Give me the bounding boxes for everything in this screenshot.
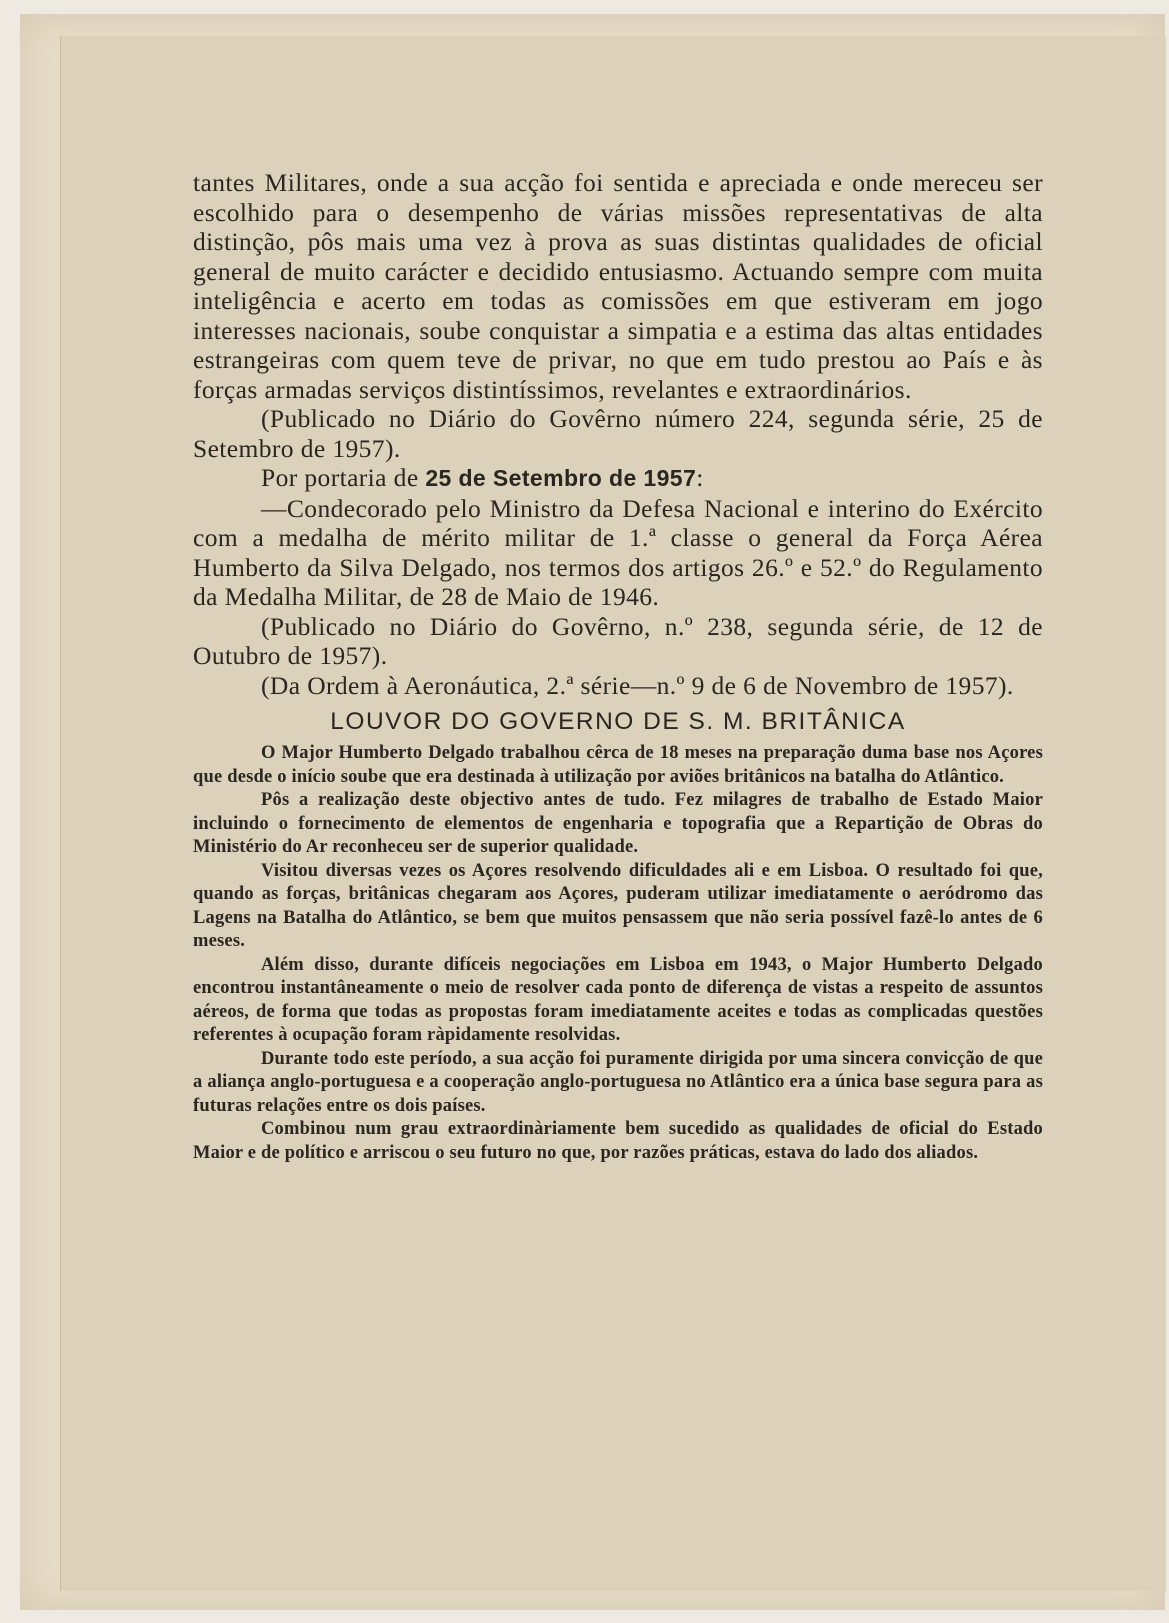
upper-section [193,168,1043,700]
paragraph-british-6: Combinou num grau extraordinàriamente bem sucedido as qualidades de oficial do Estado Maior e de político e arriscou o seu futuro no que, por razões práticas, estava do lado dos aliados. [193,1119,1043,1163]
portaria-date: 25 de Setembro de 1957 [425,465,697,491]
paragraph-order: (Da Ordem à Aeronáutica, 2.ª série—n.º 9 de 6 de Novembro de 1957). [261,670,1014,700]
portaria-suffix: : [696,463,704,492]
document-text [193,168,1043,1165]
paragraph-british-2: Pôs a realização deste objectivo antes de tudo. Fez milagres de trabalho de Estado Maior incluindo o fornecimento de elementos de engenharia e topografia que a Repartição de Obras do Ministério do Ar reconheceu ser de superior qualidade. [193,790,1043,857]
paragraph-british-4: Além disso, durante difíceis negociações em Lisboa em 1943, o Major Humberto Delgado encontrou instantâneamente o meio de resolver cada ponto de diferença de vistas a respeito de assuntos aéreos, de forma que todas as propostas foram imediatamente aceites e todas as complicadas questões referentes à ocupação foram ràpidamente resolvidas. [193,954,1043,1045]
paragraph-publication-2: (Publicado no Diário do Govêrno, n.º 238, segunda série, de 12 de Outubro de 1957). [193,611,1043,670]
paragraph-praise: tantes Militares, onde a sua acção foi sentida e apreciada e onde mereceu ser escolhido para o desempenho de várias missões representativas de alta distinção, pôs mais uma vez à prova as suas distintas qualidades de oficial general de muito carácter e decidido entusiasmo. Actuando sempre com muita inteligência e acerto em todas as comissões em que estiveram em jogo interesses nacionais, soube conquistar a simpatia e a estima das altas entidades estrangeiras com quem teve de privar, no que em tudo prestou ao País e às forças armadas serviços distintíssimos, revelantes e extraordinários. [193,168,1043,404]
portaria-prefix: Por portaria de [261,463,426,492]
section-heading: LOUVOR DO GOVERNO DE S. M. BRITÂNICA [330,708,906,735]
paragraph-british-3: Visitou diversas vezes os Açores resolvendo dificuldades ali e em Lisboa. O resultado foi que, quando as forças, britânicas chegaram aos Açores, puderam utilizar imediatamente o aeródromo das Lagens na Batalha do Atlântico, se bem que muitos pensassem que não seria possível fazê-lo antes de 6 meses. [193,860,1043,951]
paragraph-portaria [193,463,1043,494]
lower-section [193,742,1043,1165]
paragraph-british-5: Durante todo este período, a sua acção foi puramente dirigida por uma sincera convicção de que a aliança anglo-portuguesa e a cooperação anglo-portuguesa no Atlântico era a única base segura para as futuras relações entre os dois países. [193,1048,1043,1116]
paragraph-british-1: O Major Humberto Delgado trabalhou cêrca de 18 meses na preparação duma base nos Açores que desde o início soube que era destinada à utilização por aviões britânicos na batalha do Atlântico. [193,743,1043,787]
paragraph-decoration: —Condecorado pelo Ministro da Defesa Nacional e interino do Exército com a medalha de mérito militar de 1.ª classe o general da Força Aérea Humberto da Silva Delgado, nos termos dos artigos 26.º e 52.º do Regulamento da Medalha Militar, de 28 de Maio de 1946. [193,493,1043,611]
paragraph-publication-1: (Publicado no Diário do Govêrno número 224, segunda série, 25 de Setembro de 1957). [193,404,1043,463]
